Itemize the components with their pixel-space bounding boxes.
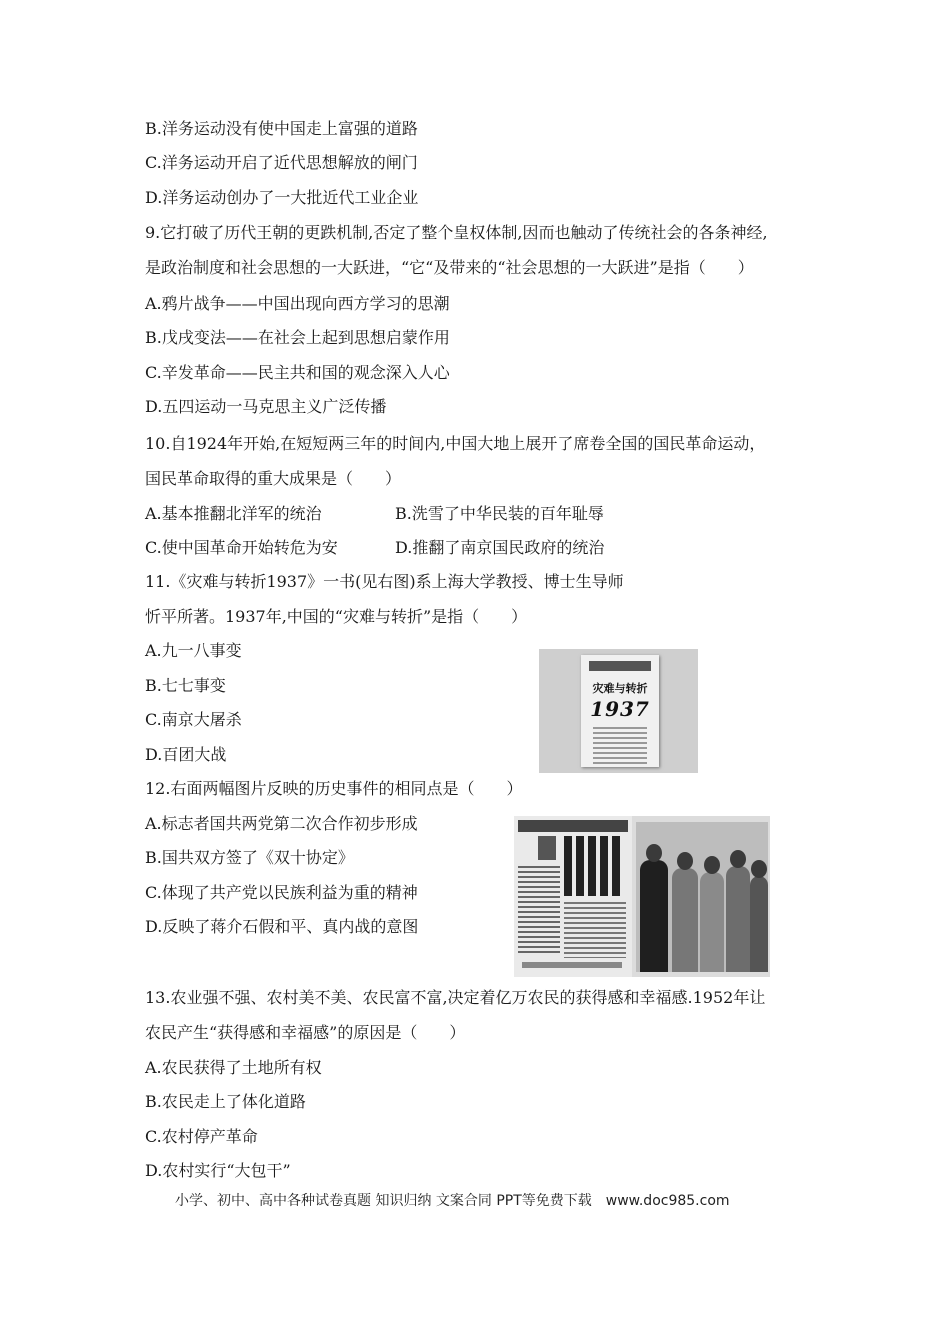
newspaper-caption: [522, 962, 622, 968]
q11-option-a: A.九一八事变: [145, 641, 242, 660]
q8-option-b: B.洋务运动没有使中国走上富强的道路: [145, 119, 418, 138]
q10-option-a: A.基本推翻北洋军的统治: [145, 504, 322, 523]
q12-option-c: C.体现了共产党以民族利益为重的精神: [145, 883, 418, 902]
q9-option-b: B.戊戌变法——在社会上起到思想启蒙作用: [145, 328, 450, 347]
q10-option-d: D.推翻了南京国民政府的统治: [395, 538, 605, 557]
q13-stem-line2: 农民产生“获得感和幸福感”的原因是（ ）: [145, 1023, 466, 1042]
q11-stem-line1: 11.《灾难与转折1937》一书(见右图)系上海大学教授、博士生导师: [145, 572, 624, 591]
newspaper-columns-right: [564, 902, 626, 958]
q10-option-b: B.洗雪了中华民装的百年耻辱: [395, 504, 604, 523]
q8-option-c: C.洋务运动开启了近代思想解放的闸门: [145, 153, 418, 172]
q9-option-a: A.鸦片战争——中国出现向西方学习的思潮: [145, 294, 450, 313]
book-title: 灾难与转折: [592, 682, 648, 695]
book-band: [589, 661, 651, 671]
q12-stem: 12.右面两幅图片反映的历史事件的相同点是（ ）: [145, 779, 523, 798]
q13-option-a: A.农民获得了土地所有权: [145, 1058, 322, 1077]
q10-stem-line2: 国民革命取得的重大成果是（ ）: [145, 469, 402, 488]
group-photo: [636, 822, 768, 972]
q13-option-c: C.农村停产革命: [145, 1127, 258, 1146]
book-cover-image: [539, 649, 698, 773]
q13-option-b: B.农民走上了体化道路: [145, 1092, 306, 1111]
person-figure: [750, 876, 768, 972]
q12-option-a: A.标志者国共两党第二次合作初步形成: [145, 814, 418, 833]
q8-option-d: D.洋务运动创办了一大批近代工业企业: [145, 188, 419, 207]
q12-option-b: B.国共双方签了《双十协定》: [145, 848, 354, 867]
newspaper-portrait: [538, 836, 556, 860]
q11-option-c: C.南京大屠杀: [145, 710, 242, 729]
q11-option-d: D.百团大战: [145, 745, 227, 764]
newspaper-columns: [518, 866, 560, 956]
book-text-lines: [593, 727, 647, 765]
q10-option-c: C.使中国革命开始转危为安: [145, 538, 338, 557]
newspaper-masthead: [518, 820, 628, 832]
q11-option-b: B.七七事变: [145, 676, 226, 695]
q13-stem-line1: 13.农业强不强、农村美不美、农民富不富,决定着亿万农民的获得感和幸福感.1952年让: [145, 988, 766, 1007]
q12-option-d: D.反映了蒋介石假和平、真内战的意图: [145, 917, 419, 936]
q9-option-c: C.辛发革命——民主共和国的观念深入人心: [145, 363, 450, 382]
person-figure: [672, 868, 698, 972]
page-footer: 小学、初中、高中各种试卷真题 知识归纳 文案合同 PPT等免费下载 www.doc985.com: [175, 1193, 730, 1209]
q10-stem-line1: 10.自1924年开始,在短短两三年的时间内,中国大地上展开了席卷全国的国民革命运动，: [145, 434, 766, 453]
q9-stem-line2: 是政治制度和社会思想的一大跃进，“它“及带来的“社会思想的一大跃进”是指（ ）: [145, 258, 754, 277]
q9-option-d: D.五四运动一马克思主义广泛传播: [145, 397, 387, 416]
person-figure: [726, 866, 750, 972]
newspaper-headline: [564, 836, 624, 896]
newspaper-image: [514, 816, 632, 977]
book-year: 1937: [590, 697, 650, 721]
q11-stem-line2: 忻平所著。1937年,中国的“灾难与转折”是指（ ）: [145, 607, 528, 626]
q12-images: [514, 816, 770, 977]
book-cover: [581, 655, 659, 767]
q13-option-d: D.农村实行“大包干”: [145, 1161, 291, 1180]
person-figure: [700, 872, 724, 972]
q9-stem-line1: 9.它打破了历代王朝的更跌机制,否定了整个皇权体制,因而也触动了传统社会的各条神经,: [145, 223, 768, 242]
person-figure: [640, 860, 668, 972]
